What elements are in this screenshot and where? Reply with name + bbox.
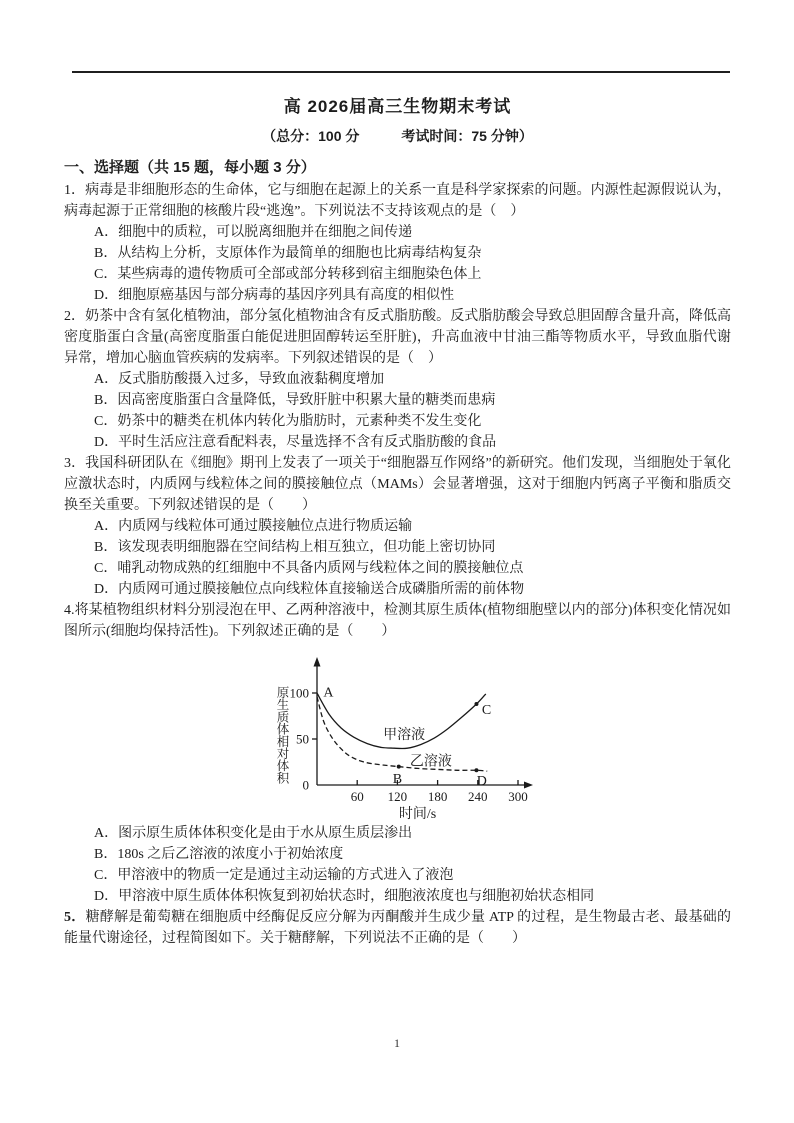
question-stem bbox=[64, 306, 731, 369]
svg-text:A: A bbox=[323, 685, 334, 701]
svg-text:体: 体 bbox=[276, 722, 290, 737]
svg-text:对: 对 bbox=[276, 747, 290, 761]
option-item: B．从结构上分析，支原体作为最简单的细胞也比病毒结构复杂 bbox=[94, 246, 482, 261]
option-item: D．平时生活应注意看配料表，尽量选择不含有反式脂肪酸的食品 bbox=[94, 435, 497, 450]
exam-content bbox=[64, 92, 731, 949]
chart-x-ticks bbox=[351, 780, 528, 804]
svg-text:100: 100 bbox=[289, 685, 309, 701]
question-4 bbox=[64, 600, 731, 907]
question-stem-text: 我国科研团队在《细胞》期刊上发表了一项关于“细胞器互作网络”的新研究。他们发现，当细胞处于氧化应激状态时，内质网与线粒体之间的膜接触位点（MAMs）会显著增强，这对于细胞内钙离子平衡和脂质交换至关重要。下列叙述错误的是（ ） bbox=[64, 456, 731, 513]
svg-text:D: D bbox=[476, 773, 487, 789]
protoplast-volume-chart bbox=[267, 645, 559, 821]
page-title: 高 2026届高三生物期末考试 bbox=[283, 97, 512, 116]
option-item: A．内质网与线粒体可通过膜接触位点进行物质运输 bbox=[94, 519, 413, 534]
option-item: B．因高密度脂蛋白含量降低，导致肝脏中积累大量的糖类而患病 bbox=[94, 393, 496, 408]
option-item: A．图示原生质体体积变化是由于水从原生质层渗出 bbox=[94, 826, 413, 841]
option-item: C．某些病毒的遗传物质可全部或部分转移到宿主细胞染色体上 bbox=[94, 267, 482, 282]
svg-text:240: 240 bbox=[468, 789, 488, 804]
svg-text:积: 积 bbox=[276, 771, 290, 786]
svg-text:120: 120 bbox=[387, 789, 408, 804]
option-item: D．甲溶液中原生质体体积恢复到初始状态时，细胞液浓度也与细胞初始状态相同 bbox=[94, 889, 595, 904]
question-3 bbox=[64, 453, 731, 600]
header-rule bbox=[72, 71, 730, 73]
question-number: 4. bbox=[64, 603, 75, 618]
question-stem bbox=[64, 453, 731, 516]
exam-meta: （总分：100 分 考试时间：75 分钟） bbox=[262, 128, 533, 144]
svg-text:相: 相 bbox=[276, 734, 290, 749]
question-number: 5． bbox=[64, 910, 86, 925]
question-stem-text: 病毒是非细胞形态的生命体，它与细胞在起源上的关系一直是科学家探索的问题。内源性起源假说认为，病毒起源于正常细胞的核酸片段“逃逸”。下列说法不支持该观点的是（ ） bbox=[64, 183, 732, 219]
question-1 bbox=[64, 180, 731, 306]
question-number: 1． bbox=[64, 183, 86, 198]
option-item: C．哺乳动物成熟的红细胞中不具备内质网与线粒体之间的膜接触位点 bbox=[94, 561, 524, 576]
svg-text:体: 体 bbox=[276, 759, 290, 774]
question-number: 2． bbox=[64, 309, 86, 324]
svg-text:甲溶液: 甲溶液 bbox=[383, 727, 426, 743]
question-stem-text: 糖酵解是葡萄糖在细胞质中经酶促反应分解为丙酮酸并生成少量 ATP 的过程，是生物最古老、最基础的能量代谢途径，过程简图如下。关于糖酵解，下列说法不正确的是（ ） bbox=[64, 910, 732, 946]
svg-text:60: 60 bbox=[350, 789, 364, 804]
option-item: D．内质网可通过膜接触位点向线粒体直接输送合成磷脂所需的前体物 bbox=[94, 582, 525, 597]
svg-text:C: C bbox=[481, 703, 492, 719]
question-stem-text: 将某植物组织材料分别浸泡在甲、乙两种溶液中，检测其原生质体(植物细胞壁以内的部分)体积变化情况如图所示(细胞均保持活性)。下列叙述正确的是（ ） bbox=[64, 603, 731, 639]
section-heading: 一、选择题（共 15 题，每小题 3 分） bbox=[64, 159, 316, 176]
svg-text:300: 300 bbox=[508, 789, 528, 804]
svg-text:乙溶液: 乙溶液 bbox=[409, 754, 452, 770]
svg-text:原: 原 bbox=[276, 686, 290, 700]
svg-text:质: 质 bbox=[276, 710, 290, 725]
svg-text:0: 0 bbox=[302, 777, 309, 793]
question-stem bbox=[64, 180, 731, 222]
page-number: 1 bbox=[394, 1036, 400, 1050]
question-5 bbox=[64, 907, 731, 949]
chart-annotations bbox=[323, 686, 491, 789]
chart-x-axis-label: 时间/s bbox=[398, 807, 437, 821]
question-stem-text: 奶茶中含有氢化植物油，部分氢化植物油含有反式脂肪酸。反式脂肪酸会导致总胆固醇含量升高，降低高密度脂蛋白含量(高密度脂蛋白能促进胆固醇转运至肝脏)，升高血液中甘油三酯等物质水平，导致血脂代谢异常，增加心脑血管疾病的发病率。下列叙述错误的是（ ） bbox=[64, 309, 732, 366]
question-stem bbox=[64, 600, 731, 642]
svg-text:B: B bbox=[392, 772, 403, 788]
option-item: A．细胞中的质粒，可以脱离细胞并在细胞之间传递 bbox=[94, 225, 413, 240]
option-item: C．奶茶中的糖类在机体内转化为脂肪时，元素种类不发生变化 bbox=[94, 414, 482, 429]
svg-text:50: 50 bbox=[296, 731, 309, 747]
option-item: C．甲溶液中的物质一定是通过主动运输的方式进入了液泡 bbox=[94, 868, 454, 883]
option-item: B．该发现表明细胞器在空间结构上相互独立，但功能上密切协同 bbox=[94, 540, 496, 555]
question-stem bbox=[64, 907, 731, 949]
chart-svg bbox=[267, 645, 559, 821]
svg-text:生: 生 bbox=[276, 698, 290, 713]
option-item: D．细胞原癌基因与部分病毒的基因序列具有高度的相似性 bbox=[94, 288, 455, 303]
option-item: A．反式脂肪酸摄入过多，导致血液黏稠度增加 bbox=[94, 372, 385, 387]
question-2 bbox=[64, 306, 731, 453]
option-item: B．180s 之后乙溶液的浓度小于初始浓度 bbox=[94, 847, 344, 862]
question-number: 3． bbox=[64, 456, 86, 471]
svg-text:180: 180 bbox=[427, 789, 448, 804]
chart-y-axis-label bbox=[277, 686, 290, 785]
chart-y-ticks bbox=[290, 686, 318, 793]
